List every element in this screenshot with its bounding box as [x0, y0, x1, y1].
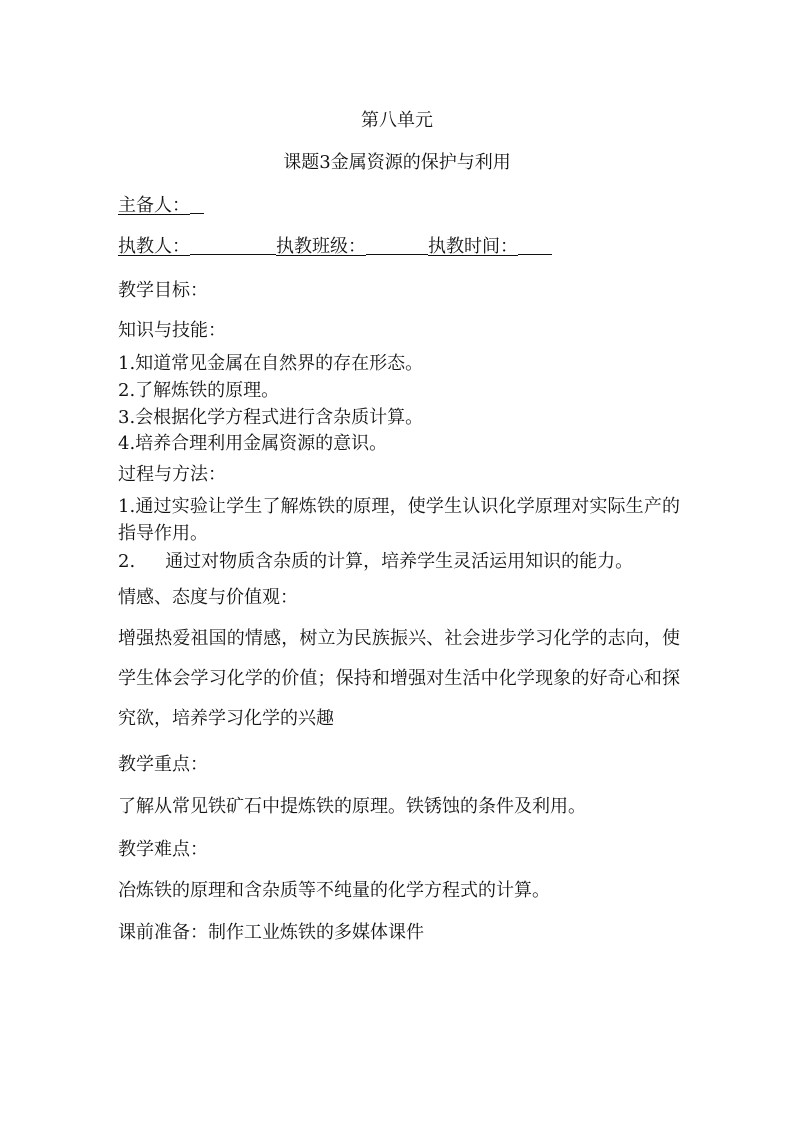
time-blank: [518, 236, 552, 255]
preparation-text: 课前准备：制作工业炼铁的多媒体课件: [118, 922, 424, 943]
difficulties-text: 冶炼铁的原理和含杂质等不纯量的化学方程式的计算。: [118, 880, 550, 901]
process-item-1: 1.通过实验让学生了解炼铁的原理，使学生认识化学原理对实际生产的指导作用。: [118, 496, 680, 544]
preparer-line: [118, 191, 680, 217]
knowledge-heading: 知识与技能：: [118, 320, 226, 341]
knowledge-item: 3.会根据化学方程式进行含杂质计算。: [118, 407, 424, 428]
preparer-blank: [190, 195, 204, 214]
time-label: 执教时间：: [428, 236, 518, 257]
process-item-2-number: 2.: [118, 551, 136, 572]
key-points-text: 了解从常见铁矿石中提炼铁的原理。铁锈蚀的条件及利用。: [118, 796, 586, 817]
teacher-blank: [190, 236, 276, 255]
knowledge-item: 4.培养合理利用金属资源的意识。: [118, 433, 388, 454]
process-heading: 过程与方法：: [118, 464, 226, 485]
preparer-label: 主备人：: [118, 195, 190, 216]
knowledge-item: 2.了解炼铁的原理。: [118, 380, 280, 401]
difficulties-heading: 教学难点：: [118, 839, 208, 860]
process-item-2-text: 通过对物质含杂质的计算，培养学生灵活运用知识的能力。: [165, 551, 634, 572]
unit-title: 第八单元: [361, 110, 433, 131]
objectives-heading: 教学目标：: [118, 280, 208, 301]
key-points-heading: 教学重点：: [118, 754, 208, 775]
emotion-text: 增强热爱祖国的情感，树立为民族振兴、社会进步学习化学的志向，使学生体会学习化学的价值；保持和增强对生活中化学现象的好奇心和探究欲，培养学习化学的兴趣: [118, 628, 680, 729]
knowledge-item: 1.知道常见金属在自然界的存在形态。: [118, 353, 424, 374]
class-label: 执教班级：: [276, 236, 366, 257]
emotion-heading: 情感、态度与价值观：: [118, 587, 298, 608]
class-blank: [366, 236, 428, 255]
process-item-2: [118, 547, 680, 573]
lesson-title: 课题3金属资源的保护与利用: [283, 152, 511, 173]
teacher-label: 执教人：: [118, 236, 190, 257]
teaching-info-line: [118, 232, 680, 258]
